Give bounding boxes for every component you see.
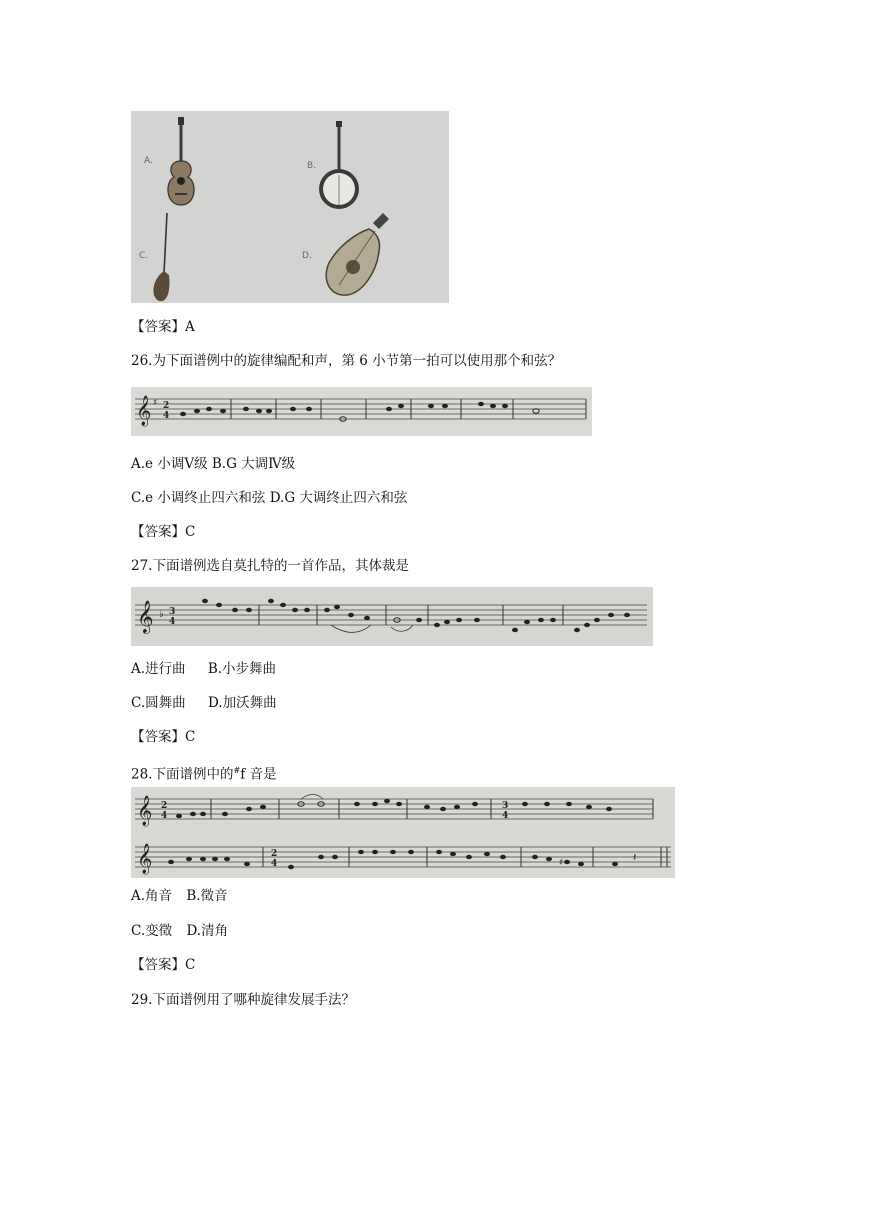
q27-option-b: B.小步舞曲 bbox=[207, 661, 277, 677]
guitar-icon bbox=[161, 117, 201, 207]
q28-options-line2 bbox=[131, 922, 228, 940]
q27-option-d: D.加沃舞曲 bbox=[207, 695, 277, 711]
q26-options-line2: C.e 小调终止四六和弦 D.G 大调终止四六和弦 bbox=[131, 490, 408, 506]
lute-icon bbox=[317, 211, 397, 301]
q26-options-line1: A.e 小调Ⅴ级 B.G 大调Ⅳ级 bbox=[131, 456, 296, 472]
option-c-label: C. bbox=[139, 251, 149, 261]
banjo-icon bbox=[317, 121, 361, 211]
q27-option-a: A.进行曲 bbox=[131, 661, 186, 677]
question-28 bbox=[131, 762, 276, 784]
svg-text:4: 4 bbox=[169, 617, 176, 627]
option-a-label: A. bbox=[144, 156, 153, 166]
svg-text:2: 2 bbox=[163, 401, 170, 411]
svg-text:♭: ♭ bbox=[159, 609, 164, 620]
score-q27 bbox=[131, 587, 653, 646]
svg-text:𝄞: 𝄞 bbox=[137, 844, 153, 874]
q28-option-b: B.徵音 bbox=[186, 888, 228, 904]
question-28-suffix: f 音是 bbox=[240, 766, 277, 783]
svg-text:𝄞: 𝄞 bbox=[137, 600, 154, 633]
svg-text:3: 3 bbox=[169, 607, 176, 617]
q27-options-line2 bbox=[131, 694, 277, 712]
svg-text:2: 2 bbox=[161, 801, 168, 811]
sharp-sign: # bbox=[233, 766, 241, 775]
svg-text:3: 3 bbox=[502, 801, 509, 811]
q28-options-line1 bbox=[131, 887, 228, 905]
question-27: 27.下面谱例选自莫扎特的一首作品，其体裁是 bbox=[131, 558, 409, 574]
question-29: 29.下面谱例用了哪种旋律发展手法？ bbox=[131, 992, 355, 1008]
svg-text:4: 4 bbox=[271, 859, 278, 869]
long-neck-lute-icon bbox=[147, 211, 177, 303]
svg-text:4: 4 bbox=[163, 411, 170, 421]
svg-text:4: 4 bbox=[502, 811, 509, 821]
answer-q25: 【答案】A bbox=[131, 319, 195, 335]
q27-option-c: C.圆舞曲 bbox=[131, 695, 186, 711]
svg-text:𝄞: 𝄞 bbox=[137, 796, 153, 826]
svg-text:♯: ♯ bbox=[153, 398, 158, 408]
answer-q28: 【答案】C bbox=[131, 957, 196, 973]
score-q26 bbox=[131, 387, 592, 436]
question-26: 26.为下面谱例中的旋律编配和声，第 6 小节第一拍可以使用那个和弦？ bbox=[131, 353, 562, 369]
q27-options-line1 bbox=[131, 660, 276, 678]
svg-text:4: 4 bbox=[161, 811, 168, 821]
q28-option-c: C.变徵 bbox=[131, 923, 173, 939]
question-28-prefix: 28.下面谱例中的 bbox=[131, 766, 234, 783]
option-b-label: B. bbox=[307, 161, 317, 171]
q28-option-d: D.清角 bbox=[186, 923, 229, 939]
instruments-figure bbox=[131, 111, 449, 303]
option-d-label: D. bbox=[302, 251, 312, 261]
answer-q26: 【答案】C bbox=[131, 524, 196, 540]
svg-text:2: 2 bbox=[271, 849, 278, 859]
score-q28 bbox=[131, 787, 675, 878]
svg-text:𝄞: 𝄞 bbox=[136, 396, 152, 426]
svg-text:♯: ♯ bbox=[559, 858, 564, 868]
q28-option-a: A.角音 bbox=[131, 888, 173, 904]
svg-text:𝄽: 𝄽 bbox=[633, 851, 637, 864]
answer-q27: 【答案】C bbox=[131, 729, 196, 745]
